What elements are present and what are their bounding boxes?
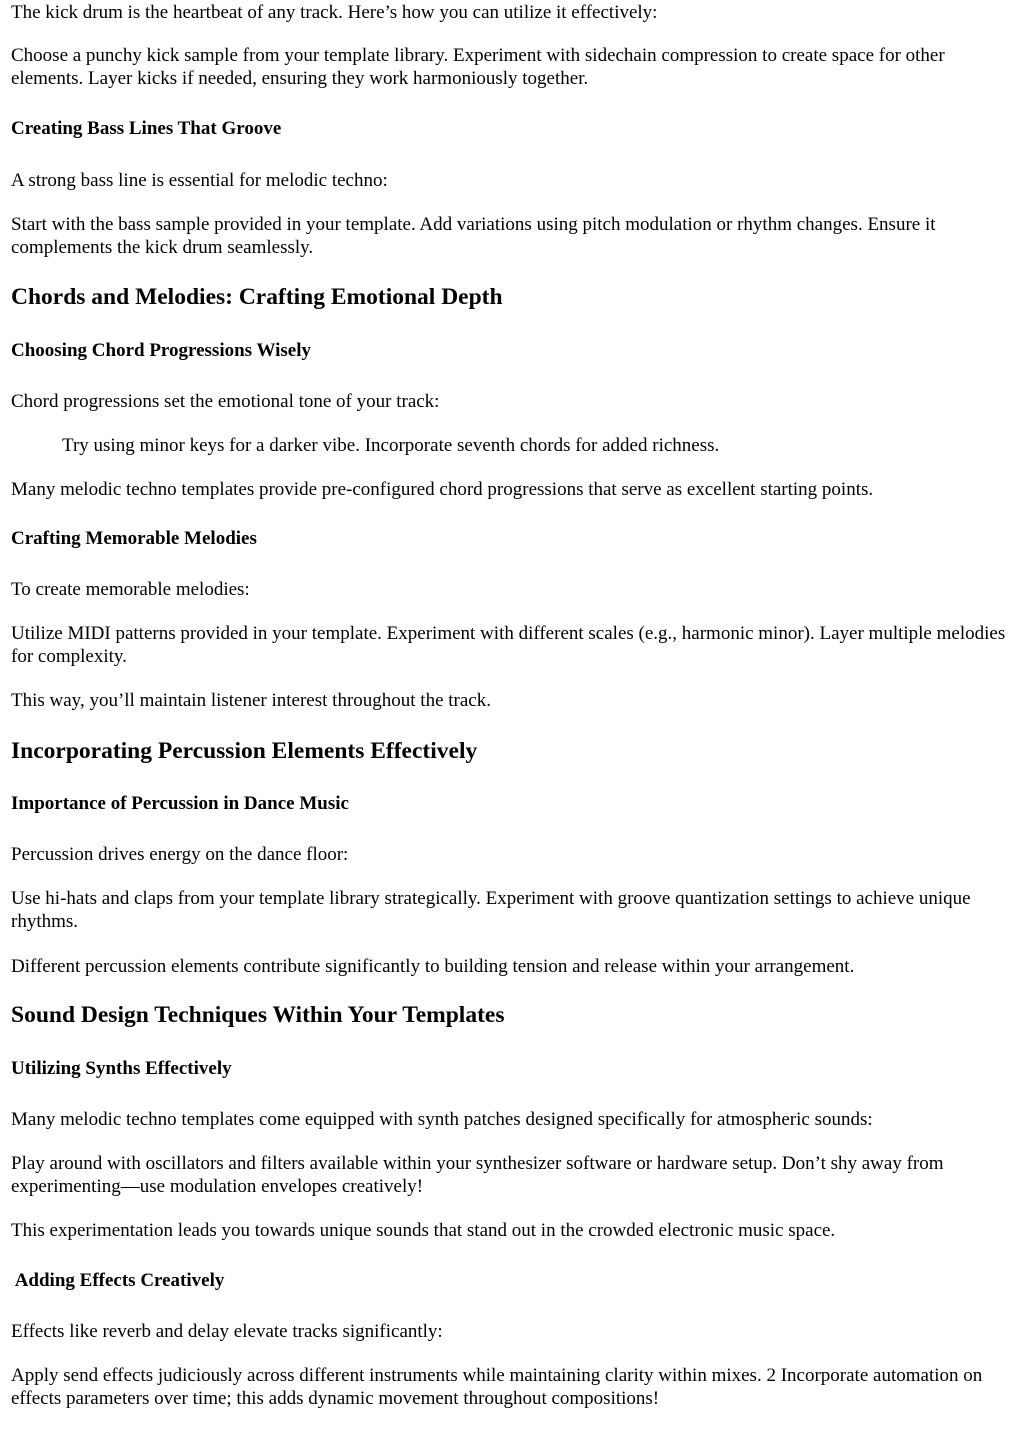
effects-tips-paragraph: Apply send effects judiciously across different instruments while maintaining clarity within mixes. 2 Incorporate automation on effects parameters over time; this adds dynamic movement throughout compositions! bbox=[11, 1365, 983, 1409]
sound-design-section-heading: Sound Design Techniques Within Your Templates bbox=[11, 1002, 505, 1028]
synths-tips-paragraph: Play around with oscillators and filters available within your synthesizer software or hardware setup. Don’t shy away from experimenting—use modulation envelopes creatively! bbox=[11, 1153, 944, 1197]
percussion-importance-heading: Importance of Percussion in Dance Music bbox=[11, 793, 349, 814]
percussion-note-paragraph: Different percussion elements contribute significantly to building tension and release within your arrangement. bbox=[11, 956, 855, 977]
chords-melodies-section-heading: Chords and Melodies: Crafting Emotional Depth bbox=[11, 284, 503, 310]
chord-progressions-heading: Choosing Chord Progressions Wisely bbox=[11, 340, 312, 361]
melodies-note-paragraph: This way, you’ll maintain listener interest throughout the track. bbox=[11, 690, 491, 711]
chord-progressions-tips-paragraph: Try using minor keys for a darker vibe. Incorporate seventh chords for added richness. bbox=[62, 435, 720, 456]
effects-intro-paragraph: Effects like reverb and delay elevate tracks significantly: bbox=[11, 1321, 443, 1342]
melodies-tips-paragraph: Utilize MIDI patterns provided in your template. Experiment with different scales (e.g., harmonic minor). Layer multiple melodies for complexity. bbox=[11, 623, 1006, 667]
effects-heading: Adding Effects Creatively bbox=[11, 1270, 225, 1291]
bass-tips-paragraph: Start with the bass sample provided in your template. Add variations using pitch modulation or rhythm changes. Ensure it complements the kick drum seamlessly. bbox=[11, 214, 936, 258]
synths-intro-paragraph: Many melodic techno templates come equipped with synth patches designed specifically for atmospheric sounds: bbox=[11, 1109, 873, 1130]
percussion-section-heading: Incorporating Percussion Elements Effectively bbox=[11, 738, 478, 764]
kick-tips-paragraph: Choose a punchy kick sample from your template library. Experiment with sidechain compression to create space for other elements. Layer kicks if needed, ensuring they work harmoniously together. bbox=[11, 45, 945, 89]
melodies-intro-paragraph: To create memorable melodies: bbox=[11, 579, 250, 600]
memorable-melodies-heading: Crafting Memorable Melodies bbox=[11, 528, 257, 549]
bass-intro-paragraph: A strong bass line is essential for melodic techno: bbox=[11, 170, 388, 191]
synths-note-paragraph: This experimentation leads you towards unique sounds that stand out in the crowded electronic music space. bbox=[11, 1220, 836, 1241]
percussion-intro-paragraph: Percussion drives energy on the dance floor: bbox=[11, 844, 349, 865]
synths-heading: Utilizing Synths Effectively bbox=[11, 1058, 232, 1079]
chord-progressions-note-paragraph: Many melodic techno templates provide pre-configured chord progressions that serve as excellent starting points. bbox=[11, 479, 874, 500]
kick-intro-paragraph: The kick drum is the heartbeat of any track. Here’s how you can utilize it effectively: bbox=[11, 2, 658, 23]
chord-progressions-intro-paragraph: Chord progressions set the emotional tone of your track: bbox=[11, 391, 440, 412]
bass-lines-heading: Creating Bass Lines That Groove bbox=[11, 118, 282, 139]
percussion-tips-paragraph: Use hi-hats and claps from your template library strategically. Experiment with groove quantization settings to achieve unique rhythms. bbox=[11, 888, 971, 932]
